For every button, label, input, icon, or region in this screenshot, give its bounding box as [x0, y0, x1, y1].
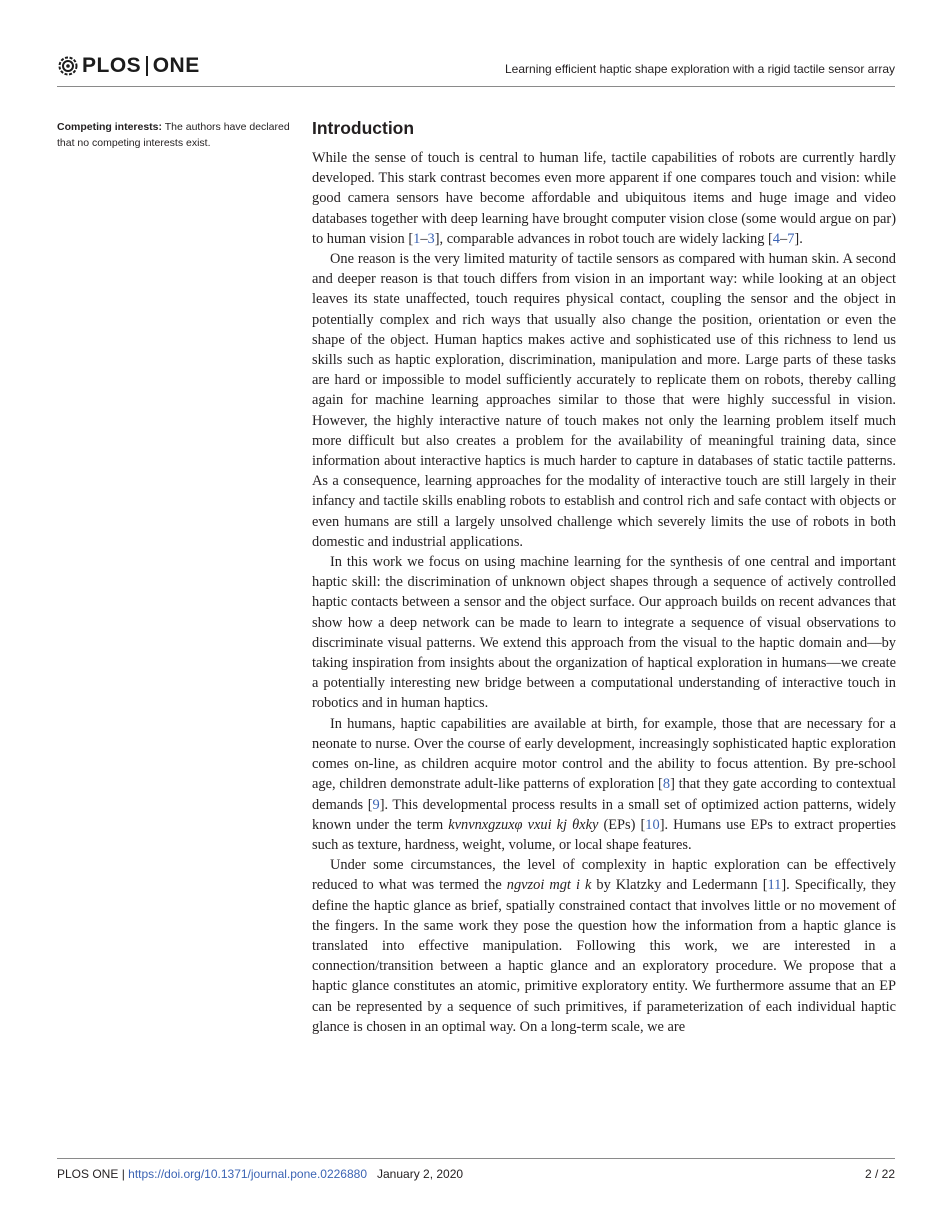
paragraph-1 [312, 148, 896, 249]
paragraph-4 [312, 714, 896, 855]
citation-link-8[interactable]: 8 [662, 776, 671, 793]
p5-text-2: by Klatzky and Ledermann [ [591, 877, 768, 894]
running-title: Learning efficient haptic shape exploration with a rigid tactile sensor array [505, 62, 895, 76]
page-footer [57, 1158, 895, 1181]
footer-journal: PLOS ONE | [57, 1167, 129, 1181]
plos-logo-icon [57, 55, 79, 77]
citation-link-1[interactable]: 1 [413, 230, 421, 247]
competing-interests-label: Competing interests: [57, 121, 163, 133]
p4-text-2: ] that they gate according to contextual demands [ [312, 776, 896, 813]
logo-divider [146, 56, 148, 76]
logo-plos-text: PLOS [82, 54, 142, 77]
plos-one-logo [57, 54, 200, 78]
citation-link-9[interactable]: 9 [372, 796, 380, 813]
paragraph-3: In this work we focus on using machine learning for the synthesis of one central and important haptic skill: the discrimination of unknown object shapes through a sequence of actively controlled haptic contacts between a sensor and the object surface. Our approach builds on recent advances that show how a deep network can be made to learn to integrate a sequence of visual observations to discriminate visual patterns. We extend this approach from the visual to the haptic domain and—by taking inspiration from insights about the organization of haptical exploration in humans—we create a potentially interesting new bridge between a computational understanding of interactive touch in robotics and in human haptics. [312, 554, 896, 712]
p1-text-1: While the sense of touch is central to human life, tactile capabilities of robots are currently hardly developed. This stark contrast becomes even more apparent if one compares touch and vision: while good camera sensors have become affordable and ubiquitous items and huge image and video databases together with deep learning have brought computer vision close (some would argue on par) to human vision [ [312, 150, 896, 247]
p1-dash-1: – [420, 230, 428, 247]
p4-italic-term: kvnvnxgzuxφ vxui kj θxky [448, 816, 599, 833]
p5-text-1: Under some circumstances, the level of complexity in haptic exploration can be effectively reduced to what was termed the [312, 857, 896, 894]
doi-link[interactable]: https://doi.org/10.1371/journal.pone.0226880 [128, 1167, 367, 1181]
p5-italic-term: ngvzoi mgt i k [506, 877, 592, 894]
citation-link-11[interactable]: 11 [767, 877, 782, 894]
page-number: 2 / 22 [864, 1167, 895, 1181]
citation-link-4[interactable]: 4 [772, 230, 780, 247]
paragraph-5 [312, 855, 896, 1037]
p4-text-5: ]. Humans use EPs to extract properties such as texture, hardness, weight, volume, or local shape features. [312, 816, 896, 853]
p1-text-3: ]. [794, 230, 803, 247]
paragraph-2: One reason is the very limited maturity of tactile sensors as compared with human skin. A second and deeper reason is that touch differs from vision in an important way: while looking at an object leaves its state unaffected, touch requires physical contact, coupling the sensor and the object in potentially complex and rich ways that usually also change the position, orientation or even the shape of the object. Human haptics makes active and sophisticated use of this richness to lend us skills such as haptic exploration, discrimination, manipulation and more. Large parts of these tasks are hard or impossible to model sufficiently accurately to replicate them on robots, thereby calling again for machine learning approaches similar to those that were highly successful in vision. However, the highly interactive nature of touch makes not only the learning problem itself much more difficult but also creates a problem for the availability of meaningful training data, since information about interactive haptics is much harder to capture in databases of static tactile patterns. As a consequence, learning approaches for the modality of interactive touch are still largely in their infancy and tactile skills enabling robots to establish and control rich and safe contact with objects or even humans are still a largely unsolved challenge which severely limits the use of robots in both domestic and industrial applications. [312, 251, 896, 550]
competing-interests-text: The authors have declared that no competing interests exist. [57, 121, 290, 149]
citation-link-10[interactable]: 10 [645, 816, 660, 833]
citation-link-7[interactable]: 7 [787, 230, 795, 247]
page-header [57, 50, 895, 87]
footer-date: January 2, 2020 [377, 1167, 464, 1181]
p5-text-3: ]. Specifically, they define the haptic glance as brief, spatially constrained contact that involves little or no movement of the fingers. In the same work they pose the question how the information from a haptic glance is translated into effective manipulation. Following this work, we are interested in a connection/transition between a haptic glance and an exploratory procedure. We propose that a haptic glance constitutes an atomic, primitive exploratory entity. We furthermore assume that an EP can be represented by a sequence of such primitives, if parameterization of each individual haptic glance is chosen in an optimal way. On a long-term scale, we are [312, 877, 896, 1035]
p4-text-1: In humans, haptic capabilities are available at birth, for example, those that are necessary for a neonate to nurse. Over the course of early development, increasingly sophisticated haptic exploration comes on-line, as children acquire motor control and the ability to focus attention. By pre-school age, children demonstrate adult-like patterns of exploration [ [312, 715, 896, 793]
p1-dash-2: – [780, 230, 788, 247]
p1-text-2: ], comparable advances in robot touch are widely lacking [ [434, 230, 773, 247]
p4-text-3: ]. This developmental process results in a small set of optimized action patterns, widely known under the term [312, 796, 896, 833]
logo-one-text: ONE [152, 54, 200, 77]
p4-text-4: (EPs) [ [598, 816, 646, 833]
competing-interests-note [57, 119, 292, 151]
main-column [312, 116, 896, 1037]
section-title: Introduction [312, 118, 415, 138]
citation-link-3[interactable]: 3 [427, 230, 435, 247]
